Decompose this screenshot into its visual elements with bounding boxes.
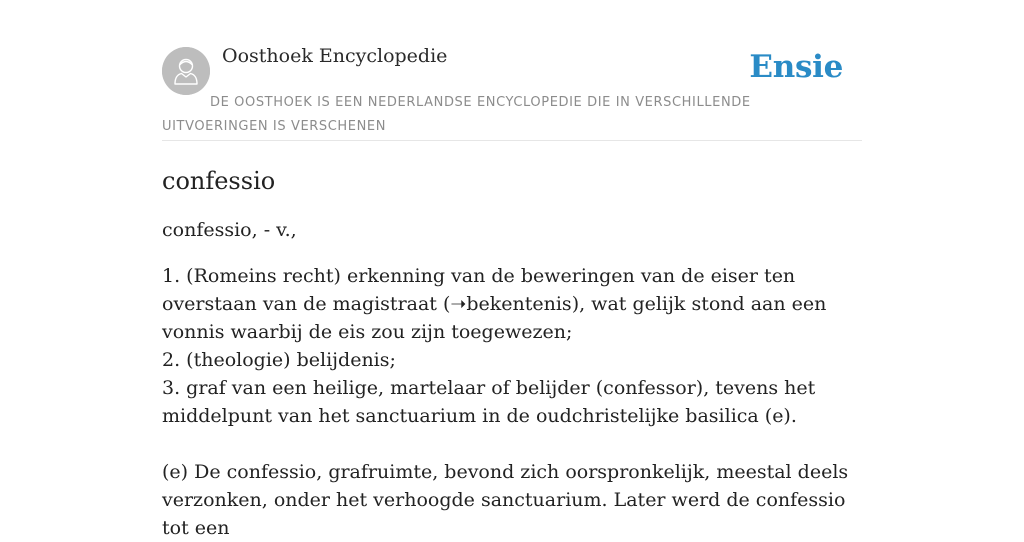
definition-3: 3. graf van een heilige, martelaar of belijder (confessor), tevens het middelpunt van het sanctuarium in de oudchristelijke basilica (e). — [162, 377, 816, 427]
definition-1-text: 1. (Romeins recht) erkenning van de beweringen van de eiser ten overstaan van de magistraat ( — [162, 265, 796, 315]
source-description: DE OOSTHOEK IS EEN NEDERLANDSE ENCYCLOPEDIE DIE IN VERSCHILLENDE UITVOERINGEN IS VERSCHENEN — [162, 95, 751, 134]
definition-2: 2. (theologie) belijdenis; — [162, 349, 396, 371]
entry-title: confessio — [162, 167, 276, 195]
paragraph-gap — [162, 430, 862, 458]
source-header — [162, 0, 862, 141]
entry-note: (e) De confessio, grafruimte, bevond zich oorspronkelijk, meestal deels verzonken, onder het verhoogde sanctuarium. Later werd de confessio tot een — [162, 461, 849, 539]
entry-body — [162, 262, 862, 542]
cross-reference-link[interactable] — [450, 293, 571, 315]
cross-reference-label: bekentenis — [466, 293, 572, 315]
entry-content — [162, 141, 862, 542]
entry-lemma: confessio, - v., — [162, 219, 297, 241]
user-silhouette-icon — [162, 47, 210, 95]
definition-1 — [162, 262, 862, 346]
source-name-link[interactable]: Oosthoek Encyclopedie — [222, 45, 448, 67]
definition-1-tail: ), wat gelijk stond aan een vonnis waarbij de eis zou zijn toegewezen; — [162, 293, 827, 343]
source-avatar[interactable] — [162, 47, 210, 95]
ensie-logo[interactable]: Ensie — [749, 49, 843, 85]
page — [162, 0, 862, 542]
arrow-right-icon: ➝ — [450, 293, 467, 315]
